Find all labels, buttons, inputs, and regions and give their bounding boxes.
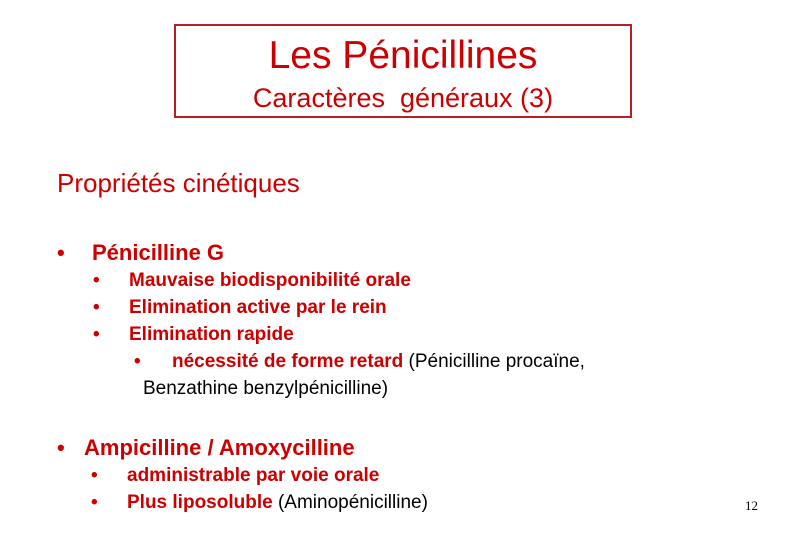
item-bold: Plus liposoluble (127, 492, 273, 513)
page-number: 12 (745, 498, 758, 513)
slide-subtitle: Caractères généraux (3) (252, 83, 554, 113)
item-normal: (Aminopénicilline) (272, 492, 428, 513)
list-item (127, 492, 428, 514)
bullet-2: • (57, 435, 65, 460)
list-item: Mauvaise biodisponibilité orale (129, 270, 411, 291)
bullet-2-1: • (91, 465, 98, 486)
list-item: Elimination rapide (129, 324, 294, 345)
bullet-1-1: • (93, 270, 100, 291)
section-label-ampicilline: Ampicilline / Amoxycilline (84, 435, 355, 460)
section-heading: Propriétés cinétiques (57, 168, 300, 198)
section-label-penicilline-g: Pénicilline G (92, 240, 225, 265)
bullet-1-3: • (93, 324, 100, 345)
bullet-2-2: • (91, 492, 98, 513)
list-item: Elimination active par le rein (129, 297, 387, 318)
sub-list-item (172, 351, 585, 373)
list-item (127, 465, 379, 487)
bullet-1-3-1: • (134, 351, 141, 372)
bullet-1-2: • (93, 297, 100, 318)
sub-item-bold: nécessité de forme retard (172, 351, 404, 372)
sub-item-continuation: Benzathine benzylpénicilline) (143, 378, 389, 399)
sub-item-normal: (Pénicilline procaïne, (403, 351, 585, 372)
bullet-1: • (57, 240, 65, 265)
title-box (174, 24, 632, 118)
item-bold: administrable par voie orale (127, 465, 380, 486)
slide-title: Les Pénicillines (268, 34, 538, 77)
